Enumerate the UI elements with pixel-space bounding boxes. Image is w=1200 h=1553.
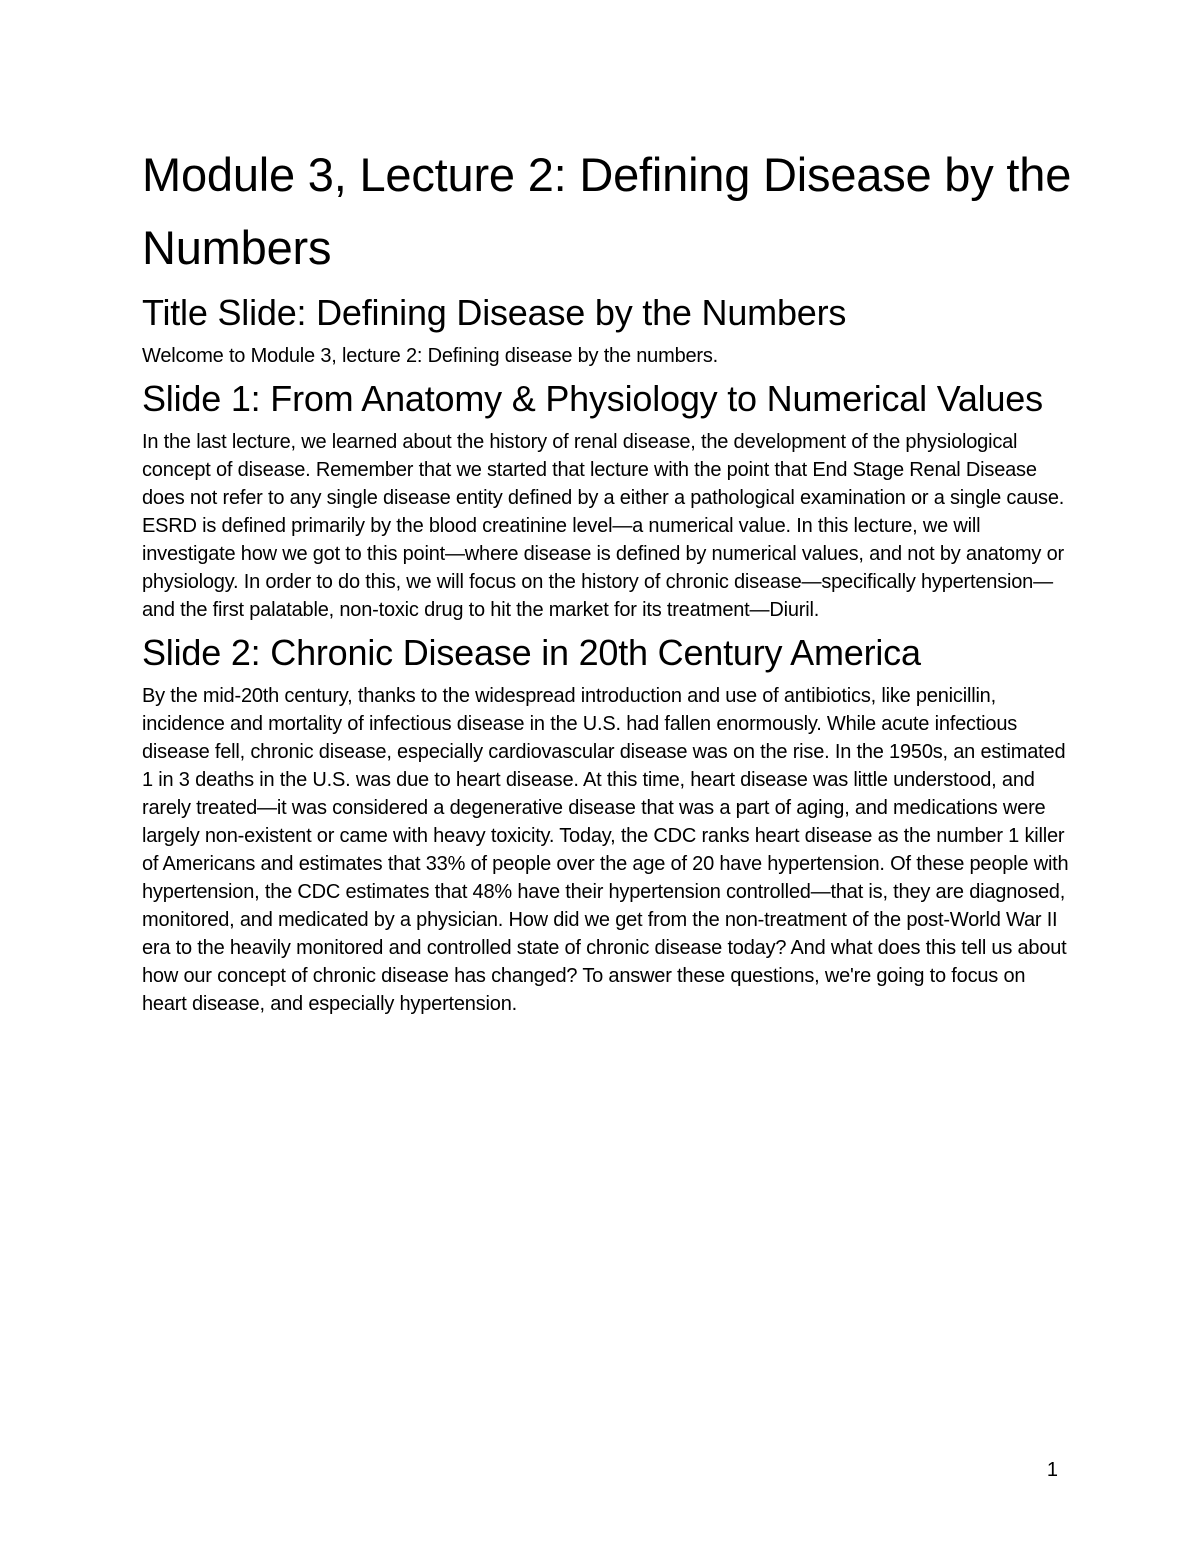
document-content	[142, 138, 1072, 1018]
section-body-slide-2: By the mid-20th century, thanks to the widespread introduction and use of antibiotics, like penicillin, incidence and mortality of infectious disease in the U.S. had fallen enormously. While acute infectious disease fell, chronic disease, especially cardiovascular disease was on the rise. In the 1950s, an estimated 1 in 3 deaths in the U.S. was due to heart disease. At this time, heart disease was little understood, and rarely treated—it was considered a degenerative disease that was a part of aging, and medications were largely non-existent or came with heavy toxicity. Today, the CDC ranks heart disease as the number 1 killer of Americans and estimates that 33% of people over the age of 20 have hypertension. Of these people with hypertension, the CDC estimates that 48% have their hypertension controlled—that is, they are diagnosed, monitored, and medicated by a physician. How did we get from the non-treatment of the post-World War II era to the heavily monitored and controlled state of chronic disease today? And what does this tell us about how our concept of chronic disease has changed? To answer these questions, we're going to focus on heart disease, and especially hypertension.	[142, 685, 1069, 1015]
section-heading-title-slide: Title Slide: Defining Disease by the Numbers	[142, 292, 847, 333]
section-body-title-slide: Welcome to Module 3, lecture 2: Defining disease by the numbers.	[142, 345, 719, 367]
document-title: Module 3, Lecture 2: Defining Disease by the Numbers	[142, 148, 1072, 274]
section-heading-slide-1: Slide 1: From Anatomy & Physiology to Numerical Values	[142, 378, 1043, 419]
section-heading-slide-2: Slide 2: Chronic Disease in 20th Century America	[142, 632, 921, 673]
section-body-slide-1: In the last lecture, we learned about the history of renal disease, the development of the physiological concept of disease. Remember that we started that lecture with the point that End Stage Renal Disease does not refer to any single disease entity defined by a either a pathological examination or a single cause. ESRD is defined primarily by the blood creatinine level—a numerical value. In this lecture, we will investigate how we got to this point—where disease is defined by numerical values, and not by anatomy or physiology. In order to do this, we will focus on the history of chronic disease—specifically hypertension—and the first palatable, non-toxic drug to hit the market for its treatment—Diuril.	[142, 431, 1065, 621]
page-number: 1	[1046, 1459, 1058, 1481]
